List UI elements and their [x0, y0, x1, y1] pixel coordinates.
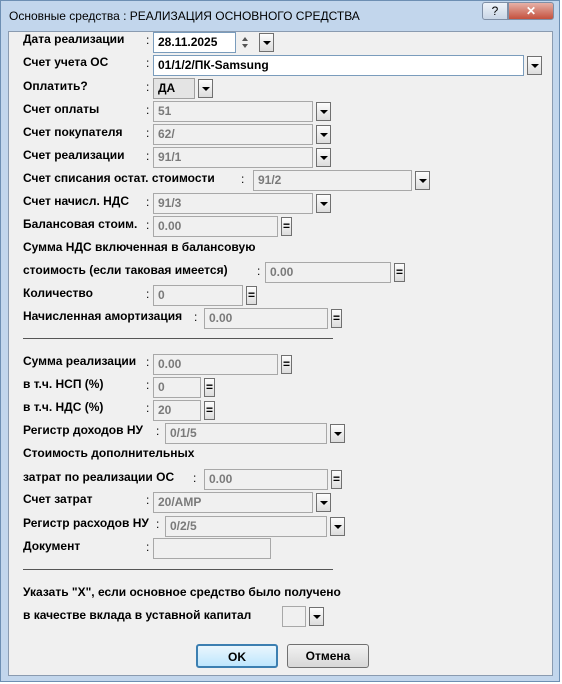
separator-line — [23, 338, 333, 339]
vat-in-book-input[interactable]: 0.00 — [265, 262, 391, 283]
pay-dropdown[interactable] — [198, 79, 213, 98]
cost-account-colon: : — [146, 493, 150, 507]
payment-account-input[interactable]: 51 — [153, 101, 313, 122]
help-button[interactable]: ? — [482, 2, 508, 20]
sale-amount-colon: : — [146, 355, 150, 369]
vat-colon: : — [146, 401, 150, 415]
sale-account-dropdown[interactable] — [316, 148, 331, 167]
document-input[interactable] — [153, 538, 271, 559]
sale-date-input[interactable]: 28.11.2025 — [153, 32, 236, 53]
sale-date-label: Дата реализации — [23, 32, 125, 46]
book-value-label: Балансовая стоим. — [23, 217, 138, 231]
book-value-equals-button[interactable]: = — [281, 217, 292, 236]
sale-date-dropdown[interactable] — [259, 33, 274, 52]
depreciation-equals-button[interactable]: = — [331, 309, 342, 328]
income-register-dropdown[interactable] — [330, 424, 345, 443]
nsp-colon: : — [146, 378, 150, 392]
sale-account-label: Счет реализации — [23, 148, 125, 162]
asset-account-dropdown[interactable] — [527, 56, 542, 75]
buyer-account-input[interactable]: 62/ — [153, 124, 313, 145]
payment-account-colon: : — [146, 103, 150, 117]
cost-account-label: Счет затрат — [23, 492, 93, 506]
sale-amount-input[interactable]: 0.00 — [153, 354, 278, 375]
sale-account-input[interactable]: 91/1 — [153, 147, 313, 168]
payment-account-label: Счет оплаты — [23, 102, 100, 116]
sale-account-colon: : — [146, 149, 150, 163]
extra-cost-label-line2: затрат по реализации ОС — [23, 470, 175, 484]
asset-account-colon: : — [146, 56, 150, 70]
vat-in-book-equals-button[interactable]: = — [394, 263, 405, 282]
depreciation-colon: : — [194, 310, 198, 324]
writeoff-account-input[interactable]: 91/2 — [253, 170, 412, 191]
vat-in-book-label-line1: Сумма НДС включенная в балансовую — [23, 240, 256, 254]
vat-account-input[interactable]: 91/3 — [153, 193, 313, 214]
extra-cost-equals-button[interactable]: = — [331, 470, 342, 489]
capital-note-line1: Указать "Х", если основное средство было получено — [23, 585, 341, 599]
capital-contribution-input[interactable] — [282, 606, 306, 627]
writeoff-account-dropdown[interactable] — [415, 171, 430, 190]
writeoff-account-label: Счет списания остат. стоимости — [23, 171, 215, 185]
sale-date-spinner[interactable] — [238, 32, 254, 53]
quantity-equals-button[interactable]: = — [246, 286, 257, 305]
pay-colon: : — [146, 80, 150, 94]
quantity-colon: : — [146, 287, 150, 301]
separator-line — [23, 569, 333, 570]
buyer-account-label: Счет покупателя — [23, 125, 123, 139]
sale-date-colon: : — [146, 33, 150, 47]
payment-account-dropdown[interactable] — [316, 102, 331, 121]
nsp-input[interactable]: 0 — [153, 377, 201, 398]
document-colon: : — [146, 540, 150, 554]
title-bar — [1, 1, 559, 31]
vat-in-book-colon: : — [257, 264, 261, 278]
book-value-input[interactable]: 0.00 — [153, 216, 278, 237]
buyer-account-colon: : — [146, 126, 150, 140]
depreciation-label: Начисленная амортизация — [23, 309, 183, 323]
form-panel — [8, 31, 553, 676]
asset-account-input[interactable]: 01/1/2/ПК-Samsung — [153, 55, 524, 76]
document-label: Документ — [23, 539, 81, 553]
nsp-equals-button[interactable]: = — [204, 378, 215, 397]
capital-note-line2: в качестве вклада в уставной капитал — [23, 608, 252, 622]
writeoff-account-colon: : — [241, 172, 245, 186]
close-button[interactable]: ✕ — [508, 2, 554, 20]
cancel-button[interactable]: Отмена — [287, 644, 369, 668]
extra-cost-colon: : — [193, 471, 197, 485]
vat-in-book-label-line2: стоимость (если таковая имеется) — [23, 263, 228, 277]
cost-account-dropdown[interactable] — [316, 493, 331, 512]
spin-down-icon[interactable] — [242, 44, 248, 48]
vat-label: в т.ч. НДС (%) — [23, 400, 104, 414]
book-value-colon: : — [146, 218, 150, 232]
income-register-colon: : — [156, 424, 160, 438]
expense-register-label: Регистр расходов НУ — [23, 516, 149, 530]
vat-input[interactable]: 20 — [153, 400, 201, 421]
spin-up-icon[interactable] — [242, 37, 248, 41]
window-title: Основные средства : РЕАЛИЗАЦИЯ ОСНОВНОГО СРЕДСТВА — [9, 9, 360, 23]
expense-register-colon: : — [156, 517, 160, 531]
expense-register-dropdown[interactable] — [330, 517, 345, 536]
nsp-label: в т.ч. НСП (%) — [23, 377, 104, 391]
ok-button[interactable]: OK — [196, 644, 278, 668]
pay-label: Оплатить? — [23, 79, 88, 93]
sale-amount-equals-button[interactable]: = — [281, 355, 292, 374]
asset-account-label: Счет учета ОС — [23, 55, 109, 69]
buyer-account-dropdown[interactable] — [316, 125, 331, 144]
vat-account-dropdown[interactable] — [316, 194, 331, 213]
vat-account-label: Счет начисл. НДС — [23, 194, 130, 208]
pay-select[interactable]: ДА — [153, 78, 195, 99]
quantity-input[interactable]: 0 — [153, 285, 243, 306]
sale-amount-label: Сумма реализации — [23, 354, 137, 368]
depreciation-input[interactable]: 0.00 — [204, 308, 328, 329]
vat-account-colon: : — [146, 195, 150, 209]
quantity-label: Количество — [23, 286, 93, 300]
expense-register-input[interactable]: 0/2/5 — [165, 516, 327, 537]
income-register-input[interactable]: 0/1/5 — [165, 423, 327, 444]
income-register-label: Регистр доходов НУ — [23, 423, 143, 437]
cost-account-input[interactable]: 20/АМР — [153, 492, 313, 513]
capital-contribution-dropdown[interactable] — [309, 607, 324, 626]
extra-cost-label-line1: Стоимость дополнительных — [23, 446, 195, 460]
vat-equals-button[interactable]: = — [204, 401, 215, 420]
extra-cost-input[interactable]: 0.00 — [204, 469, 328, 490]
